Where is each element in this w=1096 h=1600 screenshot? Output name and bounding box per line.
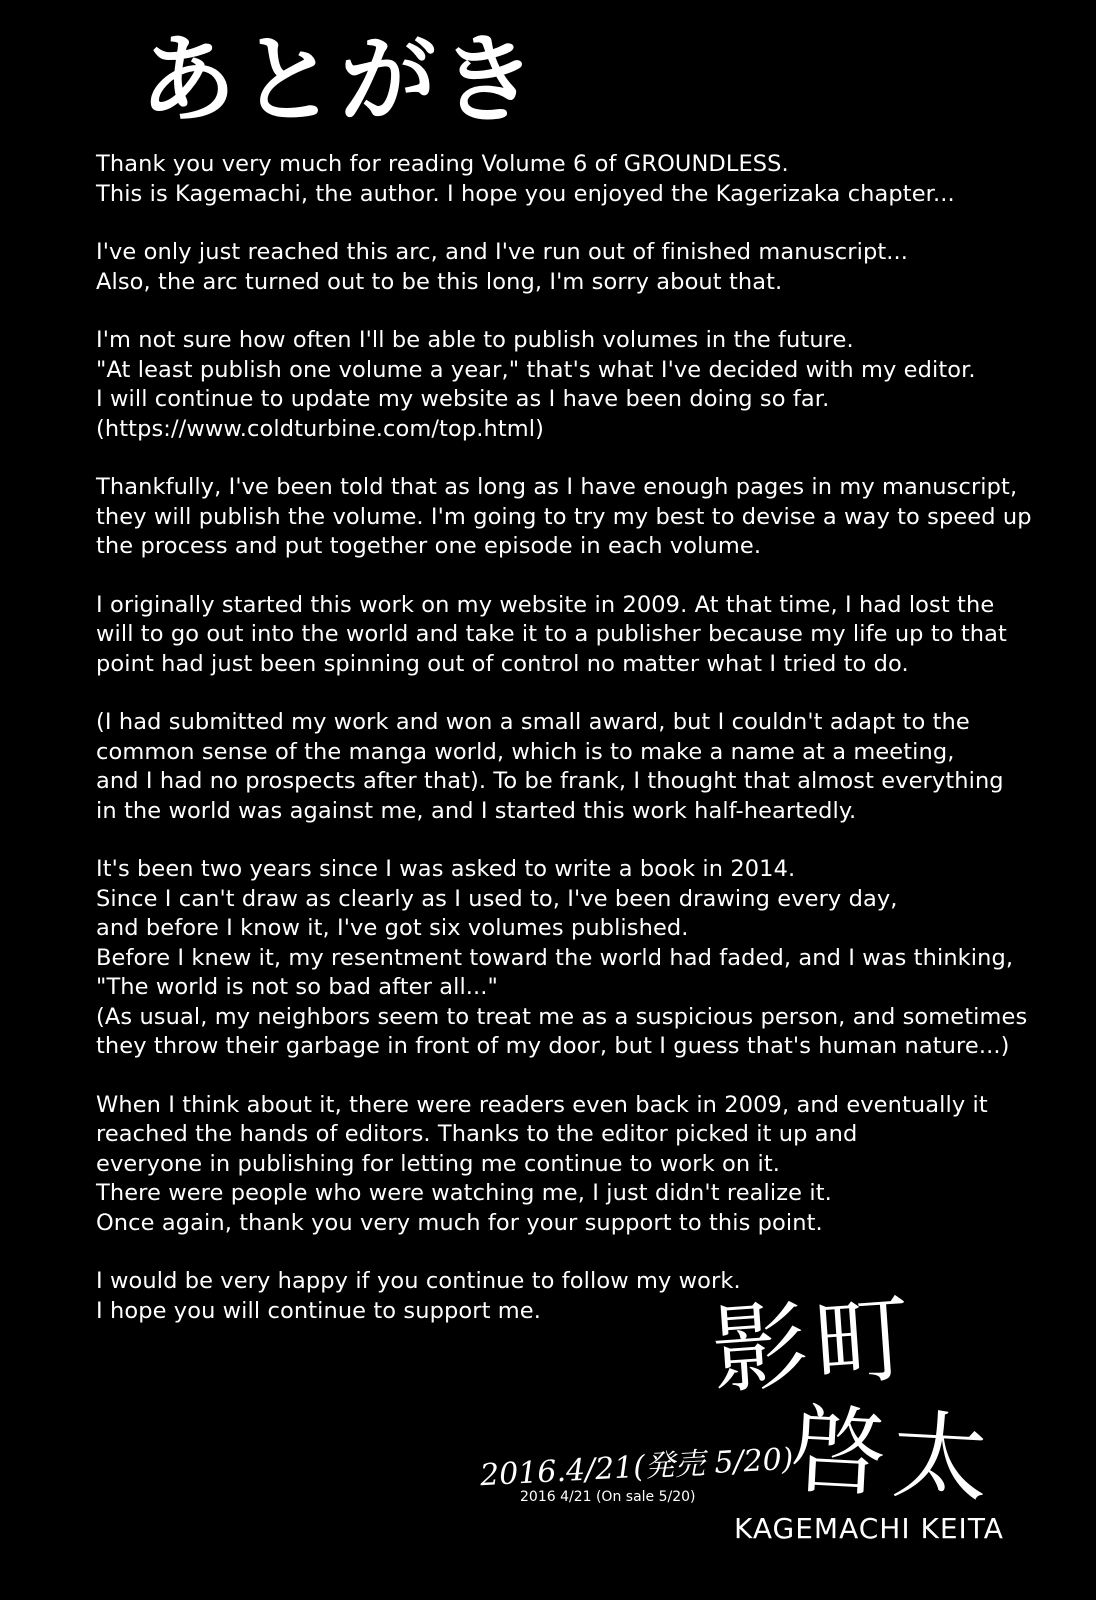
paragraph bbox=[96, 1091, 1026, 1239]
text-line: the process and put together one episode in each volume. bbox=[96, 533, 762, 559]
text-line: Thank you very much for reading Volume 6 of GROUNDLESS. bbox=[96, 151, 789, 177]
text-line: (https://www.coldturbine.com/top.html) bbox=[96, 415, 544, 442]
text-line: and before I know it, I've got six volumes published. bbox=[96, 915, 689, 941]
text-line: and I had no prospects after that). To be frank, I thought that almost everything bbox=[96, 768, 1004, 794]
paragraph bbox=[96, 150, 1026, 209]
page-title: あとがき bbox=[140, 23, 540, 136]
paragraph bbox=[96, 238, 1026, 297]
text-line: This is Kagemachi, the author. I hope you enjoyed the Kagerizaka chapter... bbox=[96, 180, 955, 207]
text-line: reached the hands of editors. Thanks to the editor picked it up and bbox=[96, 1121, 858, 1147]
text-line: they throw their garbage in front of my door, but I guess that's human nature...) bbox=[96, 1033, 1010, 1059]
text-line: I originally started this work on my website in 2009. At that time, I had lost the bbox=[96, 591, 995, 618]
text-line: point had just been spinning out of control no matter what I tried to do. bbox=[96, 650, 909, 677]
text-line: Before I knew it, my resentment toward the world had faded, and I was thinking, bbox=[96, 944, 1014, 971]
text-line: (As usual, my neighbors seem to treat me as a suspicious person, and sometimes bbox=[96, 1003, 1028, 1030]
text-line: Once again, thank you very much for your support to this point. bbox=[96, 1209, 823, 1236]
author-name: KAGEMACHI KEITA bbox=[734, 1512, 1004, 1545]
text-line: Thankfully, I've been told that as long as I have enough pages in my manuscript, bbox=[96, 474, 1018, 500]
text-line: I will continue to update my website as I have been doing so far. bbox=[96, 386, 830, 412]
text-line: they will publish the volume. I'm going to try my best to devise a way to speed up bbox=[96, 503, 1032, 530]
date-caption: 2016 4/21 (On sale 5/20) bbox=[520, 1489, 696, 1505]
text-line: common sense of the manga world, which is to make a name at a meeting, bbox=[96, 738, 955, 765]
text-line: "At least publish one volume a year," that's what I've decided with my editor. bbox=[96, 356, 976, 383]
text-line: (I had submitted my work and won a small award, but I couldn't adapt to the bbox=[96, 709, 970, 735]
text-line: I've only just reached this arc, and I've run out of finished manuscript... bbox=[96, 239, 909, 265]
paragraph bbox=[96, 591, 1026, 680]
text-line: There were people who were watching me, I just didn't realize it. bbox=[96, 1180, 832, 1206]
text-line: "The world is not so bad after all..." bbox=[96, 974, 498, 1000]
text-line: When I think about it, there were readers even back in 2009, and eventually it bbox=[96, 1091, 988, 1118]
paragraph bbox=[96, 708, 1026, 826]
paragraph bbox=[96, 855, 1026, 1062]
handwritten-date: 2016.4/21(発売 5/20) bbox=[479, 1441, 795, 1494]
paragraph bbox=[96, 326, 1026, 444]
signature-kanji-surname: 影町 bbox=[708, 1282, 920, 1408]
paragraph bbox=[96, 473, 1032, 562]
text-line: I'm not sure how often I'll be able to publish volumes in the future. bbox=[96, 327, 854, 353]
text-line: in the world was against me, and I started this work half-heartedly. bbox=[96, 797, 857, 824]
text-line: I would be very happy if you continue to follow my work. bbox=[96, 1268, 741, 1294]
text-line: will to go out into the world and take it to a publisher because my life up to that bbox=[96, 621, 1007, 647]
signature-kanji-given-name: 啓太 bbox=[787, 1393, 997, 1517]
afterword-body bbox=[96, 150, 1032, 1355]
paragraph bbox=[96, 1267, 1026, 1326]
text-line: everyone in publishing for letting me continue to work on it. bbox=[96, 1150, 781, 1177]
text-line: Also, the arc turned out to be this long, I'm sorry about that. bbox=[96, 268, 783, 295]
text-line: It's been two years since I was asked to write a book in 2014. bbox=[96, 856, 796, 882]
text-line: I hope you will continue to support me. bbox=[96, 1297, 541, 1324]
text-line: Since I can't draw as clearly as I used to, I've been drawing every day, bbox=[96, 885, 898, 912]
